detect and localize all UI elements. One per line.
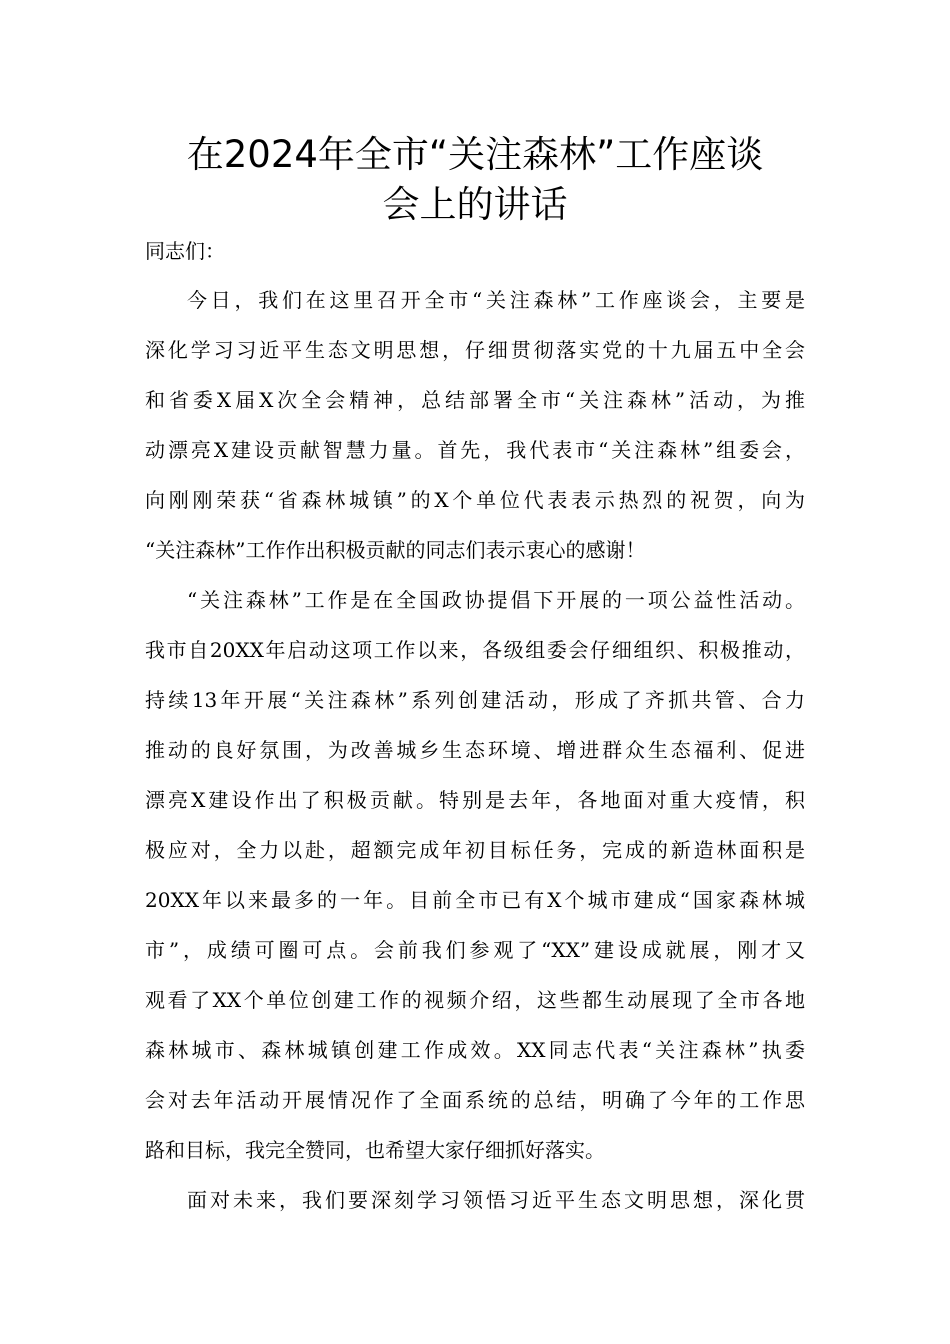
paragraph-2-line: 会对去年活动开展情况作了全面系统的总结，明确了今年的工作思 bbox=[145, 1088, 805, 1112]
paragraph-1-line: “关注森林”工作作出积极贡献的同志们表示衷心的感谢！ bbox=[145, 538, 646, 562]
paragraph-2-line: 持续13年开展“关注森林”系列创建活动，形成了齐抓共管、合力 bbox=[145, 688, 805, 712]
paragraph-2-line: 路和目标，我完全赞同，也希望大家仔细抓好落实。 bbox=[145, 1138, 605, 1162]
document-title-line-2: 会上的讲话 bbox=[382, 183, 568, 226]
paragraph-2-line: 漂亮X建设作出了积极贡献。特别是去年，各地面对重大疫情，积 bbox=[145, 788, 805, 812]
paragraph-2-line: 20XX年以来最多的一年。目前全市已有X个城市建成“国家森林城 bbox=[145, 888, 805, 912]
paragraph-1-line: 向刚刚荣获“省森林城镇”的X个单位代表表示热烈的祝贺，向为 bbox=[145, 488, 805, 512]
paragraph-2-line: 我市自20XX年启动这项工作以来，各级组委会仔细组织、积极推动， bbox=[145, 638, 805, 662]
paragraph-2-line: 森林城市、森林城镇创建工作成效。XX同志代表“关注森林”执委 bbox=[145, 1038, 805, 1062]
salutation: 同志们： bbox=[145, 239, 225, 263]
paragraph-3-line: 面对未来，我们要深刻学习领悟习近平生态文明思想，深化贯 bbox=[187, 1188, 805, 1212]
paragraph-1-line: 动漂亮X建设贡献智慧力量。首先，我代表市“关注森林”组委会， bbox=[145, 438, 805, 462]
paragraph-2-line: 市”，成绩可圈可点。会前我们参观了“XX”建设成就展，刚才又 bbox=[145, 938, 805, 962]
paragraph-2-line: 极应对，全力以赴，超额完成年初目标任务，完成的新造林面积是 bbox=[145, 838, 805, 862]
paragraph-2-line: 推动的良好氛围，为改善城乡生态环境、增进群众生态福利、促进 bbox=[145, 738, 805, 762]
document-title-line-1: 在2024年全市“关注森林”工作座谈 bbox=[186, 133, 764, 176]
paragraph-1-line: 和省委X届X次全会精神，总结部署全市“关注森林”活动，为推 bbox=[145, 388, 805, 412]
paragraph-1-line: 今日，我们在这里召开全市“关注森林”工作座谈会，主要是 bbox=[187, 288, 805, 312]
paragraph-2-line: “关注森林”工作是在全国政协提倡下开展的一项公益性活动。 bbox=[187, 588, 805, 612]
paragraph-2-line: 观看了XX个单位创建工作的视频介绍，这些都生动展现了全市各地 bbox=[145, 988, 805, 1012]
paragraph-1-line: 深化学习习近平生态文明思想，仔细贯彻落实党的十九届五中全会 bbox=[145, 338, 805, 362]
